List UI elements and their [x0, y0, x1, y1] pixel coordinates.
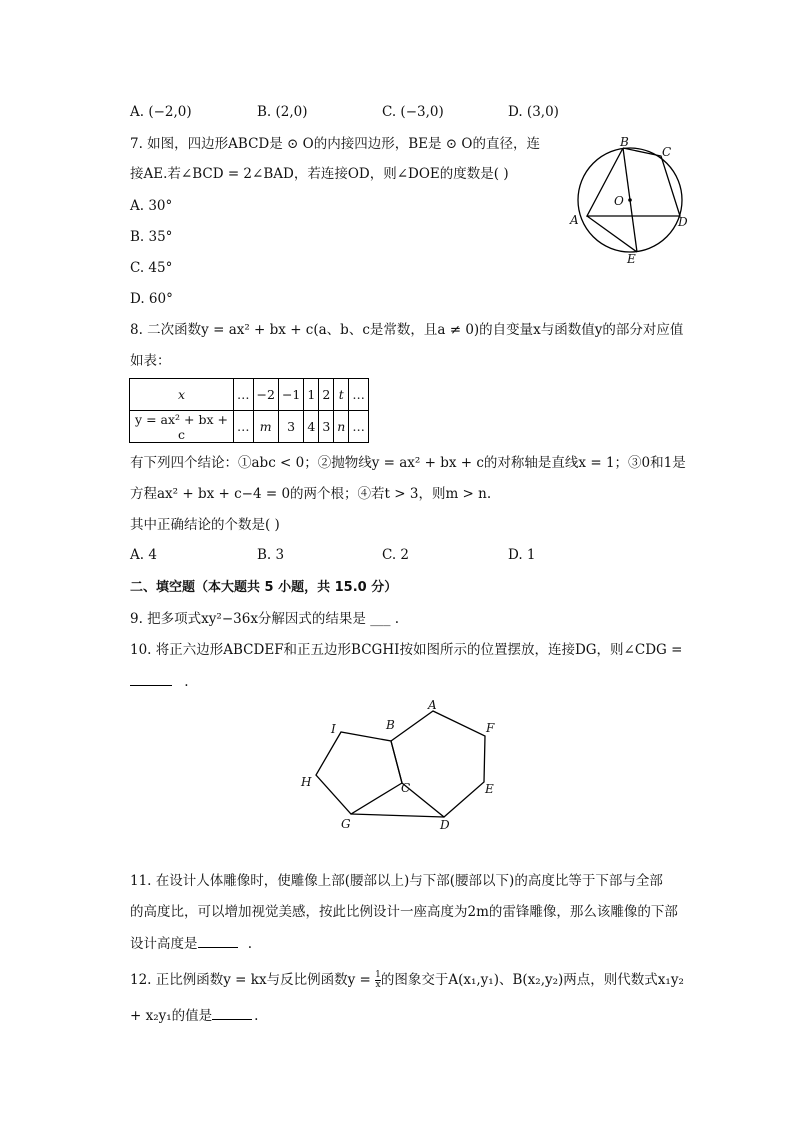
q11-stem-line2: 的高度比，可以增加视觉美感，按此比例设计一座高度为2m的雷锋雕像，那么该雕像的下部 [130, 904, 678, 920]
q7-label-b: B [620, 135, 629, 149]
q12-line2-text: + x₂y₁的值是 [130, 1008, 213, 1024]
q7-label-e: E [627, 252, 636, 266]
q8-stem-line2: 如表： [130, 353, 171, 369]
table-cell: … [349, 411, 369, 443]
q10-label-h: H [301, 775, 312, 789]
q11-stem-line1: 11. 在设计人体雕像时，使雕像上部(腰部以上)与下部(腰部以下)的高度比等于下部与全部 [130, 873, 663, 889]
q10-label-d: D [440, 818, 450, 832]
table-cell: 1 [304, 379, 319, 411]
table-cell: y = ax² + bx + c [130, 411, 234, 443]
q10-label-c: C [401, 781, 411, 795]
q6-option-a: A. (−2,0) [130, 104, 192, 120]
q8-conclusions-line2: 方程ax² + bx + c−4 = 0的两个根；④若t > 3，则m > n. [130, 486, 492, 502]
answer-blank[interactable] [130, 685, 172, 686]
q8-option-b: B. 3 [257, 547, 285, 563]
q12-part2: 的图象交于A(x₁,y₁)、B(x₂,y₂)两点，则代数式x₁y₂ [380, 972, 684, 988]
q10-label-i: I [331, 722, 336, 736]
q12-stem-line1 [130, 970, 684, 990]
q10-stem-line1: 10. 将正六边形ABCDEF和正五边形BCGHI按如图所示的位置摆放，连接DG，则∠CDG = [130, 642, 683, 658]
section-heading: 二、填空题（本大题共 5 小题，共 15.0 分） [130, 580, 398, 595]
table-cell: 3 [319, 411, 334, 443]
q7-option-b: B. 35° [130, 229, 173, 245]
q7-circle-figure [560, 130, 700, 270]
q6-option-c: C. (−3,0) [382, 104, 444, 120]
q8-question: 其中正确结论的个数是( ) [130, 517, 280, 533]
q10-label-g: G [341, 817, 351, 831]
q6-option-b: B. (2,0) [257, 104, 308, 120]
q11-period: . [247, 936, 253, 952]
q10-period: . [184, 674, 189, 690]
q10-label-a: A [428, 698, 437, 712]
q8-stem-line1: 8. 二次函数y = ax² + bx + c(a、b、c是常数，且a ≠ 0)的自变量x与函数值y的部分对应值 [130, 322, 684, 338]
q12-frac-denominator: x [375, 980, 381, 990]
table-cell: … [349, 379, 369, 411]
q10-label-b: B [386, 718, 395, 732]
table-cell: … [234, 379, 254, 411]
q12-frac-numerator: 1 [375, 970, 381, 980]
q8-option-c: C. 2 [382, 547, 410, 563]
table-cell: 2 [319, 379, 334, 411]
q10-label-f: F [486, 721, 495, 735]
q9-stem: 9. 把多项式xy²−36x分解因式的结果是 ___ . [130, 611, 400, 627]
q7-label-c: C [662, 145, 672, 159]
q10-label-e: E [485, 782, 494, 796]
q7-label-o: O [614, 194, 624, 208]
q8-value-table [129, 378, 369, 443]
q6-option-d: D. (3,0) [508, 104, 559, 120]
table-cell: x [130, 379, 234, 411]
q7-stem-line2: 接AE.若∠BCD = 2∠BAD，若连接OD，则∠DOE的度数是( ) [130, 166, 509, 182]
q7-label-d: D [678, 215, 688, 229]
q7-option-c: C. 45° [130, 260, 173, 276]
table-row [130, 411, 369, 443]
table-cell: 4 [304, 411, 319, 443]
table-cell: n [334, 411, 349, 443]
table-cell: 3 [278, 411, 303, 443]
q11-stem-line3 [130, 934, 252, 954]
table-cell: −2 [253, 379, 278, 411]
q7-option-d: D. 60° [130, 291, 173, 307]
table-row [130, 379, 369, 411]
q12-period: . [254, 1008, 259, 1024]
q8-option-a: A. 4 [130, 547, 157, 563]
answer-blank[interactable] [198, 947, 238, 948]
q12-part1: 12. 正比例函数y = kx与反比例函数y = [130, 972, 371, 988]
q7-label-a: A [570, 213, 579, 227]
table-cell: −1 [278, 379, 303, 411]
q11-stem-line3-text: 设计高度是 [130, 936, 198, 952]
table-cell: … [234, 411, 254, 443]
q7-stem-line1: 7. 如图，四边形ABCD是 ⊙ O的内接四边形，BE是 ⊙ O的直径，连 [130, 136, 540, 152]
table-cell: t [334, 379, 349, 411]
q8-option-d: D. 1 [508, 547, 536, 563]
table-cell: m [253, 411, 278, 443]
answer-blank[interactable] [212, 1019, 252, 1020]
q7-option-a: A. 30° [130, 198, 173, 214]
q12-stem-line2 [130, 1006, 258, 1026]
q10-polygon-figure [295, 695, 505, 835]
q8-conclusions-line1: 有下列四个结论：①abc < 0；②抛物线y = ax² + bx + c的对称轴是直线x = 1；③0和1是 [130, 455, 686, 471]
q10-stem-line2 [130, 672, 189, 692]
